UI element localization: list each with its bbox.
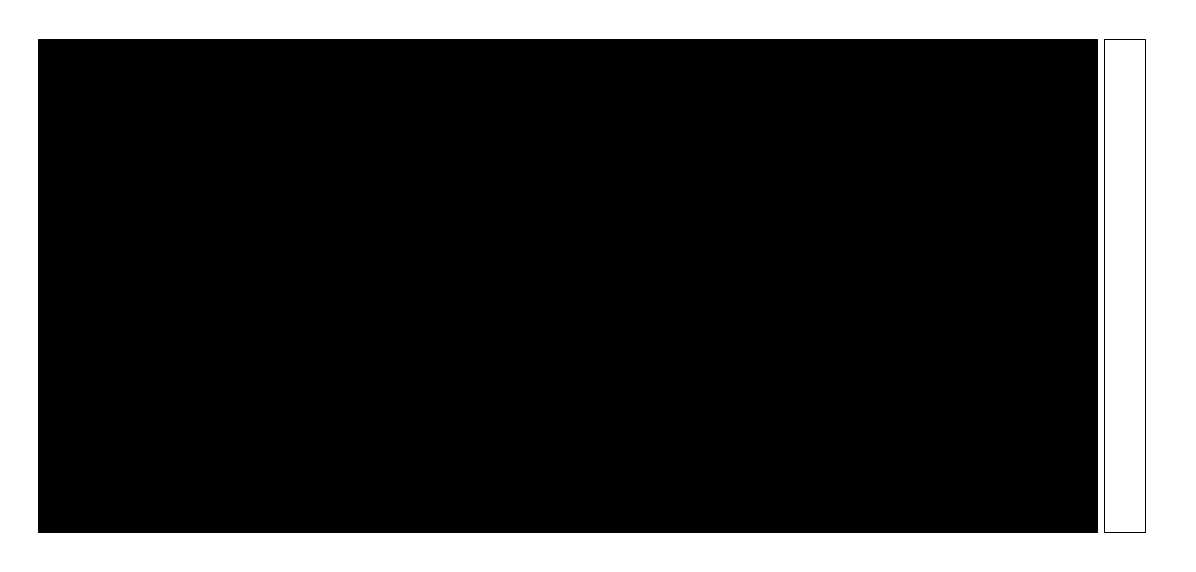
x-axis: [38, 541, 1098, 561]
y-axis: [4, 39, 32, 533]
colorbar: [1104, 39, 1146, 533]
heatmap-grid: [38, 39, 1098, 533]
